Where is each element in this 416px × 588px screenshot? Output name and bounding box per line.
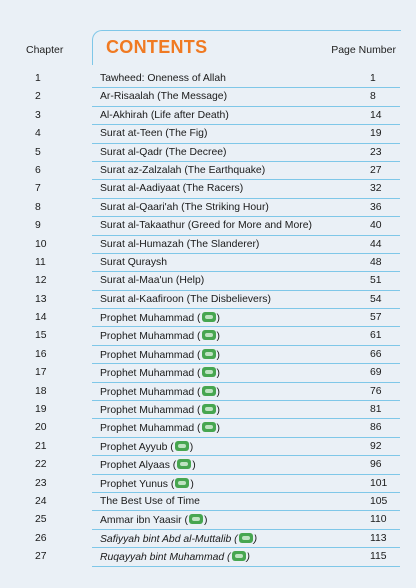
page-number: 115: [370, 551, 387, 563]
chapter-title: [100, 349, 220, 361]
chapter-title: [100, 91, 227, 102]
chapter-number: 24: [35, 495, 47, 507]
page-number: 48: [370, 256, 382, 268]
honorific-calligraphy-icon: [202, 422, 216, 432]
page-number: 27: [370, 164, 382, 176]
chapter-entry: [92, 291, 400, 309]
page-number: 54: [370, 293, 382, 305]
chapter-entry: [92, 180, 400, 198]
chapter-title-suffix: ): [216, 405, 220, 417]
chapter-title-suffix: ): [216, 331, 220, 343]
chapter-number: 21: [35, 440, 47, 452]
chapter-title-text: Prophet Alyaas (: [100, 460, 177, 472]
chapter-entry: [92, 309, 400, 327]
page-number: 69: [370, 367, 382, 379]
chapter-number: 3: [35, 109, 41, 121]
chapter-entry: [92, 70, 400, 88]
chapter-title: [100, 441, 193, 453]
chapter-title: [100, 183, 243, 194]
chapter-number: 26: [35, 532, 47, 544]
chapter-title: [100, 551, 250, 563]
chapter-entry: [92, 144, 400, 162]
chapter-entry: [92, 327, 400, 345]
table-row: [0, 327, 416, 345]
chapter-entry: [92, 419, 400, 437]
chapter-title-text: Surat al-Kaafiroon (The Disbelievers): [100, 293, 271, 305]
chapter-title-text: Surat al-Qadr (The Decree): [100, 146, 227, 158]
page-number: 8: [370, 91, 376, 103]
chapter-number: 15: [35, 330, 47, 342]
chapter-entry: [92, 217, 400, 235]
chapter-entry: [92, 530, 400, 548]
chapter-title-text: Al-Akhirah (Life after Death): [100, 109, 229, 121]
chapter-number: 23: [35, 477, 47, 489]
chapter-number: 5: [35, 146, 41, 158]
chapter-title-text: Tawheed: Oneness of Allah: [100, 73, 226, 84]
chapter-title: [100, 257, 167, 268]
page-number: 36: [370, 201, 382, 213]
chapter-title-text: Ruqayyah bint Muhammad (: [100, 552, 231, 564]
table-row: [0, 272, 416, 290]
chapter-title: [100, 73, 226, 84]
page-number: 19: [370, 128, 382, 140]
chapter-title-text: Surat at-Teen (The Fig): [100, 128, 208, 140]
chapter-title: [100, 239, 259, 250]
table-row: [0, 438, 416, 456]
chapter-title: [100, 367, 220, 379]
chapter-title-text: Surat az-Zalzalah (The Earthquake): [100, 164, 266, 176]
table-row: [0, 309, 416, 327]
chapter-entry: [92, 493, 400, 511]
chapter-title-suffix: ): [190, 478, 194, 490]
chapter-title-text: Prophet Yunus (: [100, 478, 175, 490]
chapter-title: [100, 312, 220, 324]
chapter-entry: [92, 511, 400, 529]
table-row: [0, 530, 416, 548]
honorific-calligraphy-icon: [202, 312, 216, 322]
chapter-title-text: Prophet Muhammad (: [100, 405, 201, 417]
chapter-entry: [92, 199, 400, 217]
chapter-title-text: Surat al-Aadiyaat (The Racers): [100, 183, 244, 195]
chapter-title: [100, 294, 271, 305]
contents-list: [0, 70, 416, 567]
chapter-number: 6: [35, 164, 41, 176]
chapter-title: [100, 330, 220, 342]
chapter-title: [100, 533, 257, 545]
page-number: 101: [370, 477, 388, 489]
table-row: [0, 88, 416, 106]
chapter-title: [100, 478, 194, 490]
chapter-title: [100, 147, 226, 158]
chapter-entry: [92, 383, 400, 401]
chapter-number: 18: [35, 385, 47, 397]
chapter-title-text: Prophet Muhammad (: [100, 386, 201, 398]
table-row: [0, 456, 416, 474]
chapter-entry: [92, 125, 400, 143]
chapter-entry: [92, 401, 400, 419]
chapter-title-suffix: ): [216, 349, 220, 361]
table-row: [0, 364, 416, 382]
table-row: [0, 383, 416, 401]
page-number: 105: [370, 495, 388, 507]
chapter-title-text: Safiyyah bint Abd al-Muttalib (: [100, 533, 238, 545]
page-number: 23: [370, 146, 382, 158]
chapter-number: 16: [35, 348, 47, 360]
table-row: [0, 70, 416, 88]
table-row: [0, 125, 416, 143]
table-row: [0, 236, 416, 254]
chapter-entry: [92, 272, 400, 290]
chapter-entry: [92, 364, 400, 382]
chapter-title: [100, 459, 196, 471]
chapter-entry: [92, 475, 400, 493]
table-row: [0, 162, 416, 180]
chapter-number: 9: [35, 220, 41, 232]
page-number: 96: [370, 459, 382, 471]
chapter-entry: [92, 254, 400, 272]
honorific-calligraphy-icon: [202, 330, 216, 340]
chapter-number: 14: [35, 312, 47, 324]
table-row: [0, 419, 416, 437]
table-row: [0, 199, 416, 217]
page-number: 110: [370, 514, 387, 526]
chapter-title-text: Prophet Muhammad (: [100, 368, 201, 380]
table-row: [0, 475, 416, 493]
chapter-title-suffix: ): [189, 441, 194, 453]
page-number: 113: [370, 532, 387, 544]
chapter-title: [100, 422, 220, 434]
chapter-number: 27: [35, 551, 47, 563]
chapter-entry: [92, 456, 400, 474]
chapter-entry: [92, 236, 400, 254]
chapter-column-header: Chapter: [26, 44, 64, 56]
chapter-entry: [92, 438, 400, 456]
table-row: [0, 548, 416, 566]
page-number: 61: [370, 330, 382, 342]
chapter-title: [100, 165, 265, 176]
page-title: CONTENTS: [106, 37, 208, 57]
table-row: [0, 180, 416, 198]
chapter-title-text: Surat Quraysh: [100, 256, 167, 268]
chapter-entry: [92, 548, 400, 566]
chapter-entry: [92, 107, 400, 125]
table-row: [0, 144, 416, 162]
page-number: 40: [370, 220, 382, 232]
chapter-title: [100, 202, 269, 213]
chapter-title-suffix: ): [192, 460, 196, 472]
honorific-calligraphy-icon: [202, 386, 216, 396]
chapter-title: [100, 110, 229, 121]
chapter-title-suffix: ): [216, 368, 220, 380]
page-number: 66: [370, 348, 382, 360]
chapter-title-text: Surat al-Humazah (The Slanderer): [100, 238, 260, 250]
honorific-calligraphy-icon: [189, 514, 203, 524]
chapter-number: 8: [35, 201, 41, 213]
chapter-number: 22: [35, 459, 47, 471]
chapter-title-suffix: ): [216, 423, 220, 435]
chapter-title-text: Prophet Ayyub (: [100, 441, 174, 453]
page-number-column-header: Page Number: [331, 44, 396, 56]
chapter-number: 1: [35, 73, 41, 84]
table-row: [0, 493, 416, 511]
table-row: [0, 346, 416, 364]
chapter-title-text: Ar-Risaalah (The Message): [100, 91, 228, 103]
chapter-title-text: The Best Use of Time: [100, 495, 200, 507]
chapter-title-text: Prophet Muhammad (: [100, 349, 201, 361]
honorific-calligraphy-icon: [232, 551, 246, 561]
chapter-number: 19: [35, 404, 47, 416]
chapter-title: [100, 128, 207, 139]
honorific-calligraphy-icon: [202, 404, 216, 414]
page-number: 92: [370, 440, 382, 452]
chapter-number: 13: [35, 293, 47, 305]
chapter-title-text: Prophet Muhammad (: [100, 313, 201, 325]
chapter-title: [100, 386, 220, 398]
honorific-calligraphy-icon: [177, 459, 191, 469]
chapter-number: 20: [35, 422, 47, 434]
page-number: 44: [370, 238, 382, 250]
honorific-calligraphy-icon: [175, 441, 189, 451]
chapter-title: [100, 275, 204, 286]
chapter-title-text: Ammar ibn Yaasir (: [100, 515, 188, 527]
chapter-title-text: Surat al-Maa'un (Help): [100, 275, 205, 287]
page-number: 1: [370, 73, 376, 84]
honorific-calligraphy-icon: [175, 478, 189, 488]
chapter-title-suffix: ): [216, 313, 220, 325]
chapter-title-suffix: ): [253, 533, 258, 545]
chapter-title: [100, 220, 312, 231]
table-row: [0, 401, 416, 419]
honorific-calligraphy-icon: [202, 367, 216, 377]
table-row: [0, 254, 416, 272]
chapter-number: 25: [35, 514, 47, 526]
honorific-calligraphy-icon: [239, 533, 253, 543]
chapter-title: [100, 514, 207, 526]
chapter-entry: [92, 346, 400, 364]
table-row: [0, 291, 416, 309]
page-number: 81: [370, 404, 382, 416]
chapter-entry: [92, 162, 400, 180]
chapter-entry: [92, 88, 400, 106]
chapter-title-suffix: ): [216, 386, 220, 398]
page-number: 32: [370, 183, 382, 195]
table-row: [0, 511, 416, 529]
chapter-title-text: Surat al-Takaathur (Greed for More and More): [100, 220, 312, 232]
page-number: 76: [370, 385, 382, 397]
table-row: [0, 217, 416, 235]
chapter-title: [100, 404, 220, 416]
chapter-number: 12: [35, 275, 47, 287]
chapter-title: [100, 496, 200, 507]
page-number: 57: [370, 312, 382, 324]
chapter-title-suffix: ): [246, 552, 250, 564]
chapter-number: 4: [35, 128, 41, 140]
chapter-number: 10: [35, 238, 47, 250]
chapter-title-text: Prophet Muhammad (: [100, 331, 201, 343]
page-number: 51: [370, 275, 382, 287]
page-number: 14: [370, 109, 382, 121]
chapter-title-suffix: ): [203, 515, 208, 527]
honorific-calligraphy-icon: [202, 349, 216, 359]
chapter-title-text: Prophet Muhammad (: [100, 423, 201, 435]
chapter-number: 2: [35, 91, 41, 103]
chapter-number: 17: [35, 367, 47, 379]
chapter-number: 11: [35, 256, 46, 268]
page-number: 86: [370, 422, 382, 434]
chapter-title-text: Surat al-Qaari'ah (The Striking Hour): [100, 201, 269, 213]
table-row: [0, 107, 416, 125]
chapter-number: 7: [35, 183, 41, 195]
